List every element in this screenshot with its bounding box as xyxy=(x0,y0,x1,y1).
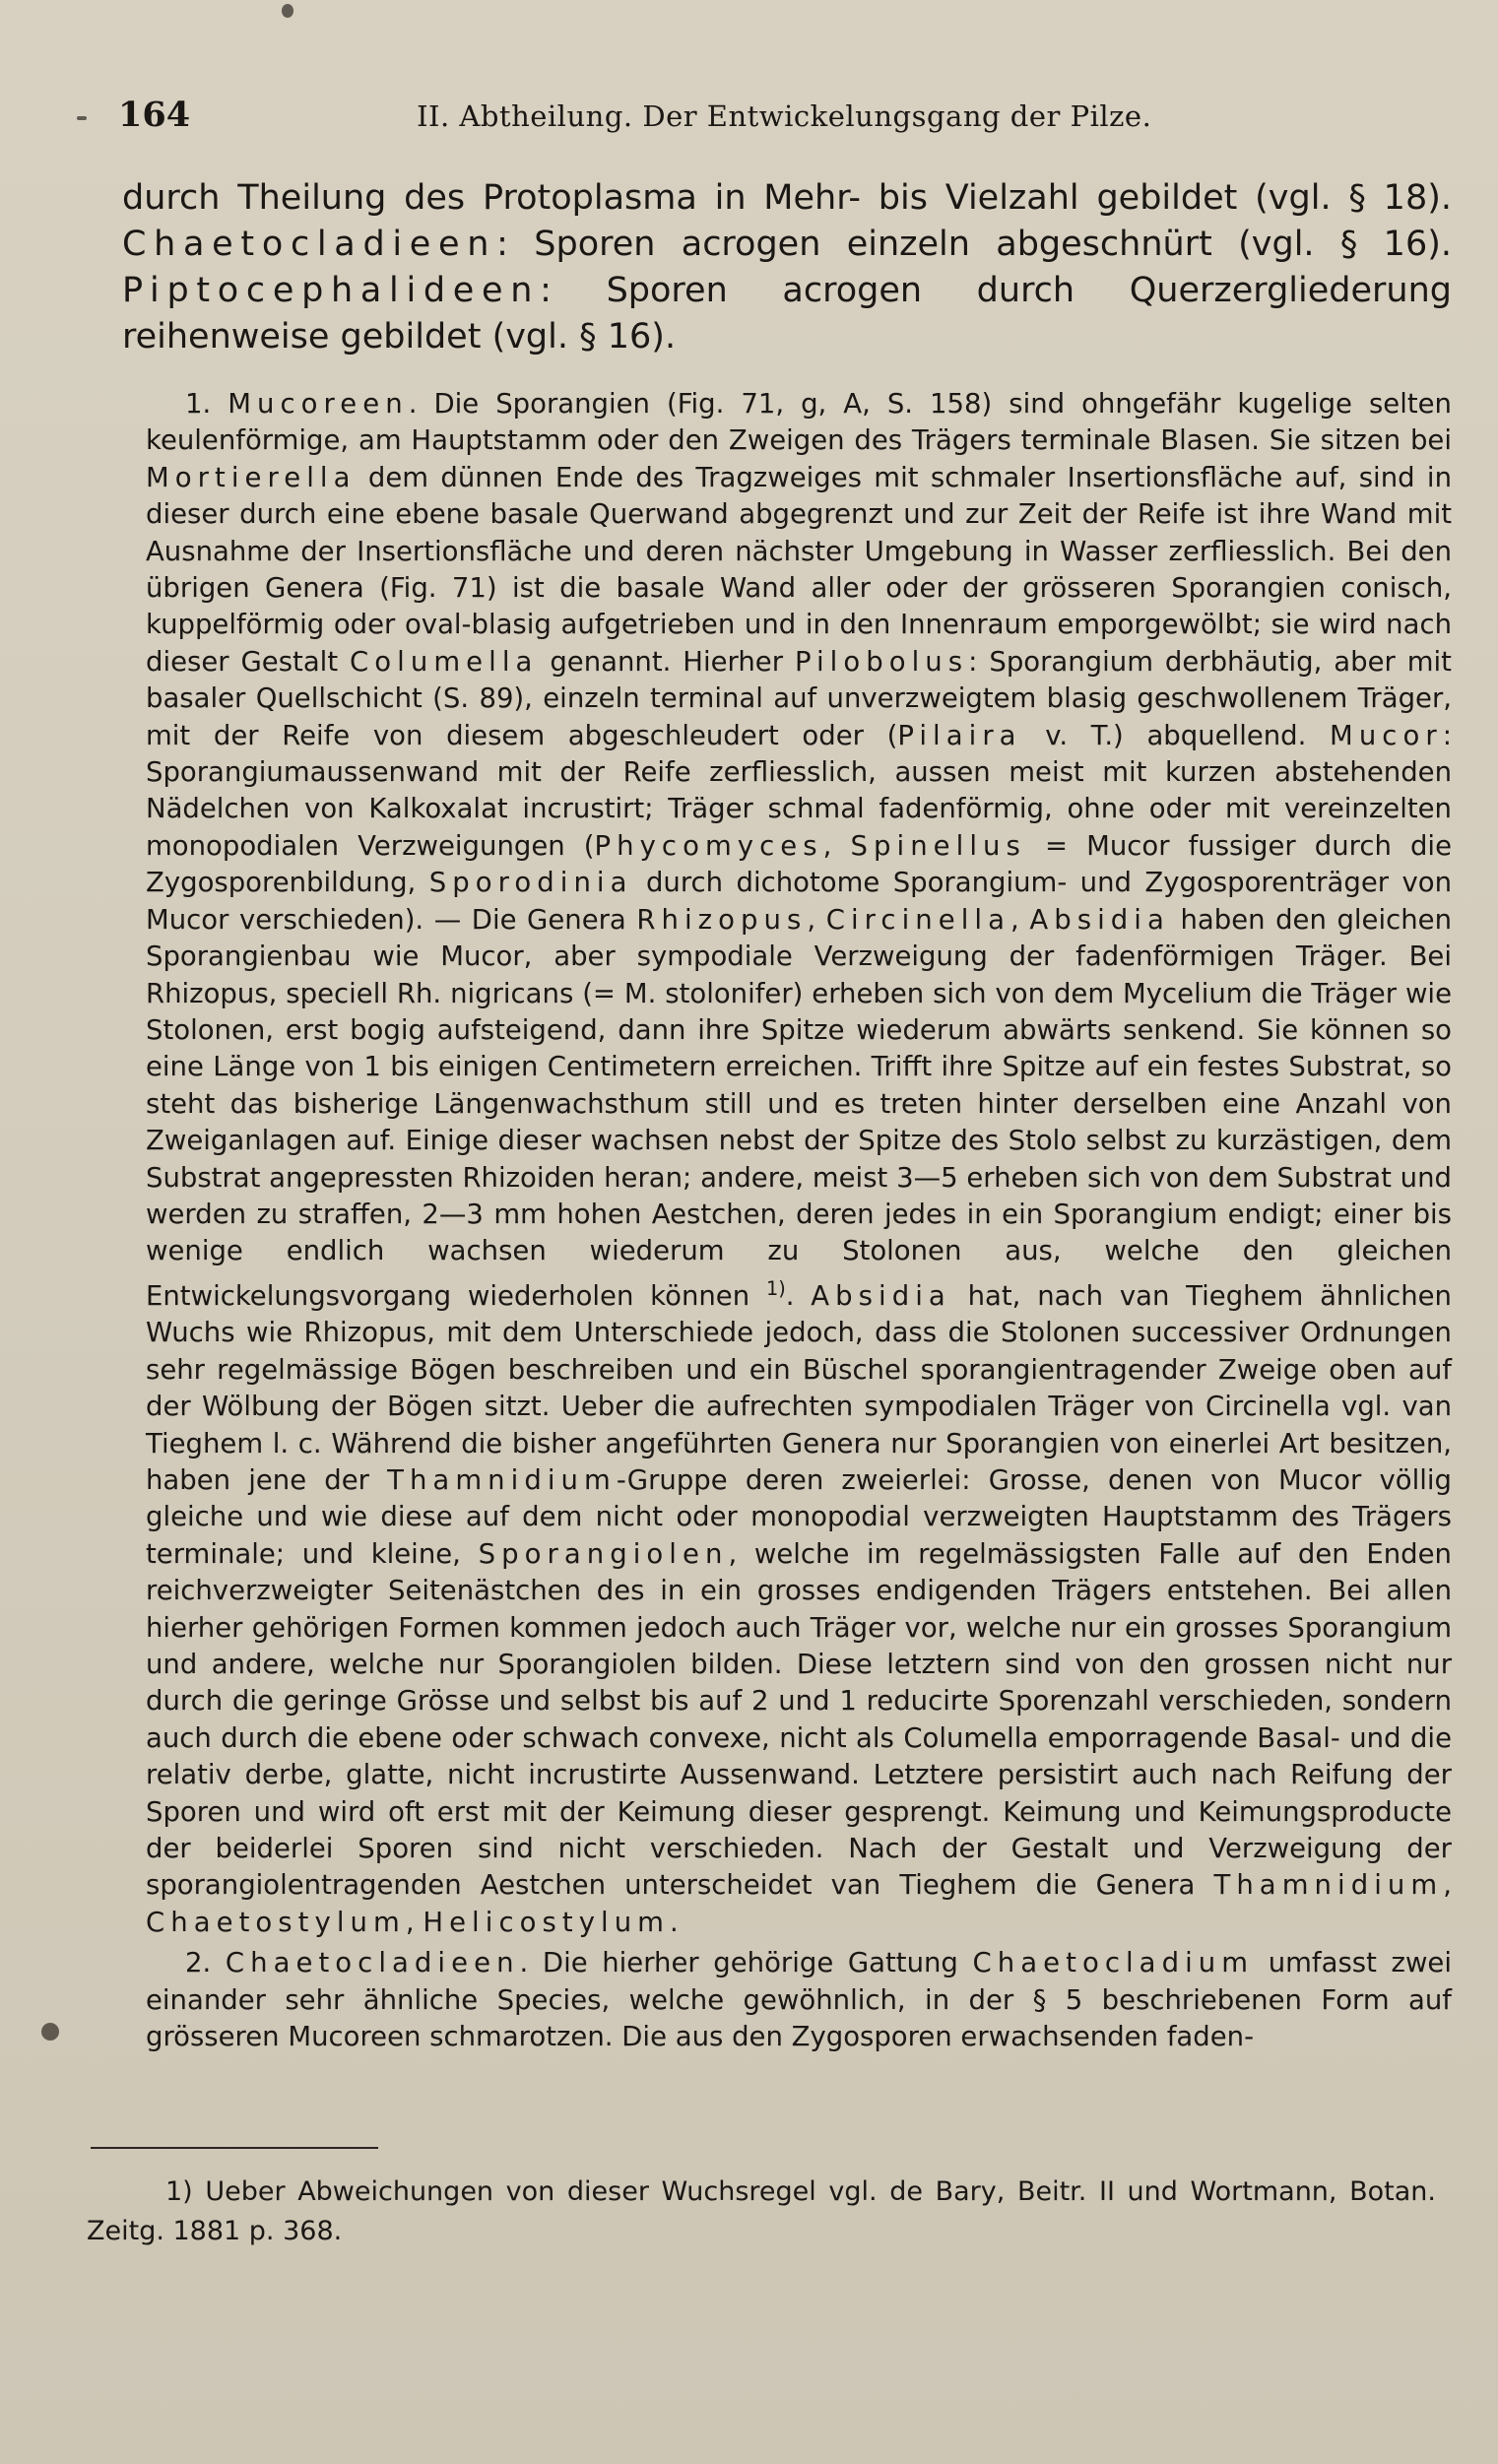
page-number: 164 xyxy=(118,95,191,135)
paragraph-text: dem dünnen Ende des Tragzweiges mit schmaler Insertionsfläche auf, sind in dieser durch eine ebene basale Querwand abgegrenzt und zur Zeit der Reife ist ihre Wand mit Ausnahme der Insertionsfläche und deren nächster Umgebung in Wasser zerfliesslich. Bei den übrigen Genera (Fig. 71) ist die basale Wand aller oder der grösseren Sporangien conisch, kuppelförmig oder oval-blasig aufgetrieben und in den Innenraum emporgewölbt; sie wird nach dieser Gestalt xyxy=(146,461,1452,678)
paragraph-text: . xyxy=(670,1906,679,1938)
paragraph-text: : Sporangiumaussenwand mit der Reife zerfliesslich, aussen meist mit kurzen abstehenden Nädelchen von Kalkoxalat incrustirt; Träger schmal fadenförmig, ohne oder mit vereinzelten monopodialen Verzweigungen ( xyxy=(146,719,1452,862)
intro-text: : Sporen acrogen durch Querzergliederung reihenweise gebildet (vgl. § 16). xyxy=(122,271,1452,357)
section-mucoreen xyxy=(146,386,1452,1941)
genus-name: Phycomyces xyxy=(594,829,823,862)
section-number: 1. xyxy=(185,388,212,420)
running-title: II. Abtheilung. Der Entwickelungsgang der Pilze. xyxy=(417,99,1152,133)
genus-name: Helicostylum xyxy=(423,1906,671,1938)
running-header xyxy=(69,95,1448,144)
paragraph-text: durch dichotome Sporangium- und Zygosporenträger von Mucor verschieden). — Die Genera xyxy=(146,867,1452,936)
intro-text: durch Theilung des Protoplasma in Mehr- bis Vielzahl gebildet (vgl. § 18). xyxy=(122,178,1452,218)
term-name: Sporangiolen xyxy=(478,1537,729,1570)
paragraph-text: , xyxy=(807,903,816,936)
paragraph-text: umfasst zwei einander sehr ähnliche Species, welche gewöhnlich, in der § 5 beschriebenen Form auf grösseren Mucoreen schmarotzen. Die aus den Zygosporen erwachsenden faden- xyxy=(146,1947,1452,2053)
term-chaetocladieen: Chaetocladieen xyxy=(122,225,497,264)
main-text xyxy=(146,386,1452,2055)
genus-name: Chaetocladium xyxy=(972,1947,1255,1979)
section-number: 2. xyxy=(185,1947,212,1979)
section-chaetocladieen xyxy=(146,1945,1452,2055)
genus-name: Absidia xyxy=(1029,903,1170,936)
paragraph-text: genannt. Hierher xyxy=(550,645,784,678)
term-piptocephalideen: Piptocephalideen xyxy=(122,271,541,310)
genus-name: Rhizopus xyxy=(636,903,808,936)
genus-name: Pilobolus xyxy=(794,645,969,678)
paragraph-text: , welche im regelmässigsten Falle auf den Enden reichverzweigter Seitenästchen des in ein grosses endigenden Trägers entstehen. Bei allen hierher gehörigen Formen kommen jedoch auch Träger vor, welche nur ein grosses Sporangium und andere, welche nur Sporangiolen bilden. Diese letztern sind von den grossen nicht nur durch die geringe Grösse und selbst bis auf 2 und 1 reducirte Sporenzahl verschieden, sondern auch durch die ebene oder schwach convexe, nicht als Columella emporragende Basal- und die relativ derbe, glatte, nicht incrustirte Aussenwand. Letztere persistirt auch nach Reifung der Sporen und wird oft erst mit der Keimung dieser gesprengt. Keimung und Keimungsproducte der beiderlei Sporen sind nicht verschieden. Nach der Gestalt und Verzweigung der sporangiolentragenden Aestchen unterscheidet van Tieghem die Genera xyxy=(146,1537,1452,1902)
footnote-ref[interactable]: 1) xyxy=(765,1276,786,1300)
intro-paragraph xyxy=(122,175,1452,360)
paragraph-text: . Die hierher gehörige Gattung xyxy=(519,1947,958,1979)
footnote-mark: 1) xyxy=(165,2176,193,2207)
intro-text: : Sporen acrogen einzeln abgeschnürt (vgl. § 16). xyxy=(496,225,1452,264)
ink-spot xyxy=(282,4,293,18)
genus-name: Thamnidium xyxy=(387,1463,617,1496)
paragraph-text: -Gruppe deren zweierlei: Grosse, denen von Mucor völlig gleiche und wie diese auf dem nicht oder monopodial verzweigten Hauptstamm des Trägers terminale; und kleine, xyxy=(146,1463,1452,1570)
genus-name: Mucor xyxy=(1330,719,1443,751)
ink-spot xyxy=(41,2023,59,2041)
section-title: Mucoreen xyxy=(228,388,409,420)
paragraph-text: , xyxy=(1010,903,1019,936)
genus-name: Pilaira xyxy=(897,719,1022,751)
genus-name: Spinellus xyxy=(850,829,1026,862)
paragraph-text: hat, nach van Tieghem ähnlichen Wuchs wie Rhizopus, mit dem Unterschiede jedoch, dass die Stolonen successiver Ordnungen sehr regelmässige Bögen beschreiben und ein Büschel sporangientragender Zweige oben auf der Wölbung der Bögen sitzt. Ueber die aufrechten sympodialen Träger von Circinella vgl. van Tieghem l. c. Während die bisher angeführten Genera nur Sporangien von einerlei Art besitzen, haben jene der xyxy=(146,1279,1452,1496)
section-title: Chaetocladieen xyxy=(225,1947,520,1979)
paragraph-text: haben den gleichen Sporangienbau wie Mucor, aber sympodiale Verzweigung der fadenförmigen Träger. Bei Rhizopus, speciell Rh. nigricans (= M. stolonifer) erheben sich von dem Mycelium die Träger wie Stolonen, erst bogig aufsteigend, dann ihre Spitze wiederum abwärts senkend. Sie können so eine Länge von 1 bis einigen Centimetern erreichen. Trifft ihre Spitze auf ein festes Substrat, so steht das bisherige Längenwachsthum still und es treten hinter derselben eine Anzahl von Zweiganlagen auf. Einige dieser wachsen nebst der Spitze des Stolo selbst zu kurzästigen, dem Substrat angepressten Rhizoiden heran; andere, meist 3—5 erheben sich von dem Substrat und werden zu straffen, 2—3 mm hohen Aestchen, deren jedes in ein Sporangium endigt; einer bis wenige endlich wachsen wiederum zu Stolonen aus, welche den gleichen Entwickelungsvorgang wiederholen können xyxy=(146,903,1452,1312)
genus-name: Thamnidium xyxy=(1213,1869,1444,1902)
paragraph-text: v. T.) abquellend. xyxy=(1045,719,1307,751)
genus-name: Circinella xyxy=(825,903,1011,936)
paragraph-text: . xyxy=(785,1279,795,1312)
footnote-text: Ueber Abweichungen von dieser Wuchsregel vgl. de Bary, Beitr. II und Wortmann, Botan. Zeitg. 1881 p. 368. xyxy=(87,2176,1436,2246)
genus-name: Mortierella xyxy=(146,461,357,493)
paragraph-text: . Die Sporangien (Fig. 71, g, A, S. 158) sind ohngefähr kugelige selten keulenförmige, am Hauptstamm oder den Zweigen des Trägers terminale Blasen. Sie sitzen bei xyxy=(146,388,1452,457)
footnote-rule xyxy=(91,2147,378,2149)
genus-name: Sporodinia xyxy=(428,867,633,899)
genus-name: Absidia xyxy=(811,1279,951,1312)
term-name: Columella xyxy=(350,645,539,678)
genus-name: Chaetostylum xyxy=(146,1906,406,1938)
footnote xyxy=(87,2172,1436,2251)
paragraph-text: = Mucor fussiger durch die Zygosporenbildung, xyxy=(146,829,1452,899)
paragraph-text: , xyxy=(405,1906,415,1938)
paragraph-text: : Sporangium derbhäutig, aber mit basaler Quellschicht (S. 89), einzeln terminal auf unverzweigtem blasig geschwollenem Träger, mit der Reife von diesem abgeschleudert oder ( xyxy=(146,645,1452,751)
paragraph-text: , xyxy=(1443,1869,1452,1902)
paragraph-text: , xyxy=(822,829,832,862)
